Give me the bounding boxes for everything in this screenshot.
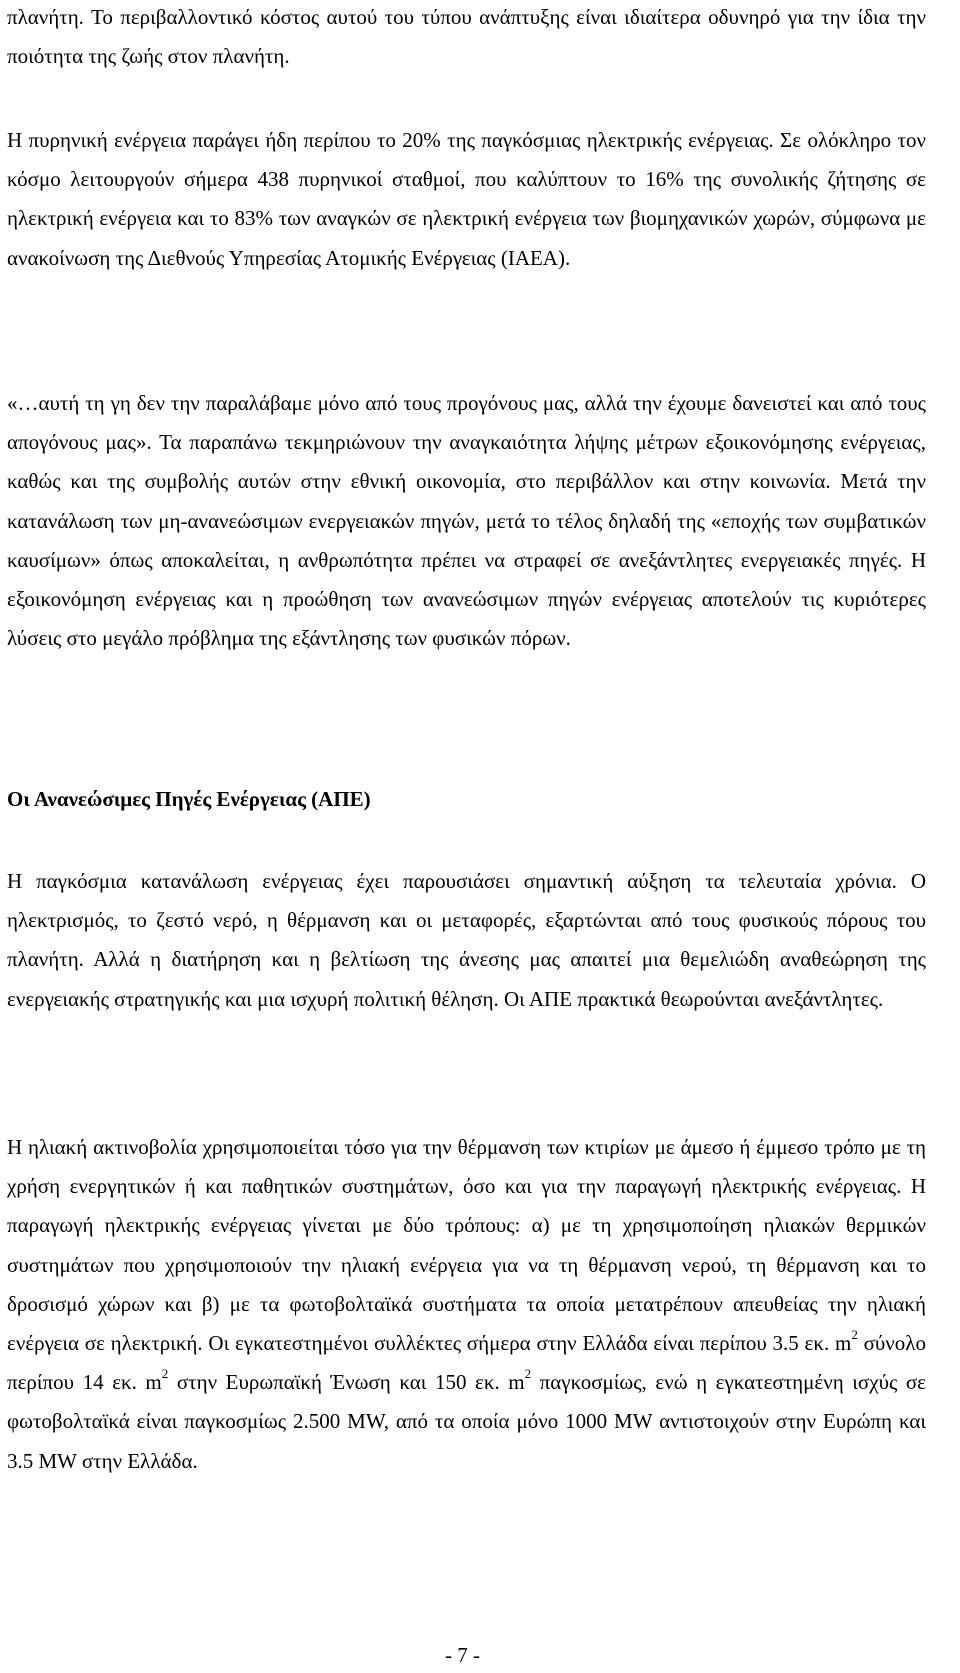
section-heading-renewables: Οι Ανανεώσιμες Πηγές Ενέργειας (ΑΠΕ)	[7, 787, 371, 811]
solar-text-part-4: παγκοσμίως, ενώ η εγκατεστημένη ισχύς σε φωτοβολταϊκά είναι παγκοσμίως 2.500 MW, από τα οποία μόνο 1000 MW αντιστοιχούν στην Ευρώπη και 3.5 MW στην Ελλάδα.	[7, 1370, 926, 1473]
page-footer	[7, 1643, 926, 1667]
solar-text-part-2: σύνολο περίπου 14 εκ. m	[7, 1331, 926, 1395]
page-number: - 7 -	[445, 1643, 480, 1667]
paragraph-energy-saving: «…αυτή τη γη δεν την παραλάβαμε μόνο από τους προγόνους μας, αλλά την έχουμε δανειστεί και από τους απογόνους μας». Τα παραπάνω τεκμηριώνουν την αναγκαιότητα λήψης μέτρων εξοικονόμησης ενέργειας, καθώς και της συμβολής αυτών στην εθνική οικονομία, στο περιβάλλον και στην κοινωνία. Μετά την κατανάλωση των μη-ανανεώσιμων ενεργειακών πηγών, μετά το τέλος δηλαδή της «εποχής των συμβατικών καυσίμων» όπως αποκαλείται, η ανθρωπότητα πρέπει να στραφεί σε ανεξάντλητες ενεργειακές πηγές. Η εξοικονόμηση ενέργειας και η προώθηση των ανανεώσιμων πηγών ενέργειας αποτελούν τις κυριότερες λύσεις στο μεγάλο πρόβλημα της εξάντλησης των φυσικών πόρων.	[7, 391, 926, 651]
superscript-2-a: 2	[851, 1327, 858, 1343]
paragraph-nuclear-energy: Η πυρηνική ενέργεια παράγει ήδη περίπου το 20% της παγκόσμιας ηλεκτρικής ενέργειας. Σε ολόκληρο τον κόσμο λειτουργούν σήμερα 438 πυρηνικοί σταθμοί, που καλύπτουν το 16% της συνολικής ζήτησης σε ηλεκτρική ενέργεια και το 83% των αναγκών σε ηλεκτρική ενέργεια των βιομηχανικών χωρών, σύμφωνα με ανακοίνωση της Διεθνούς Υπηρεσίας Ατομικής Ενέργειας (IAEA).	[7, 128, 926, 270]
paragraph-global-consumption: Η παγκόσμια κατανάλωση ενέργειας έχει παρουσιάσει σημαντική αύξηση τα τελευταία χρόνια. Ο ηλεκτρισμός, το ζεστό νερό, η θέρμανση και οι μεταφορές, εξαρτώνται από τους φυσικούς πόρους του πλανήτη. Αλλά η διατήρηση και η βελτίωση της άνεσης μας απαιτεί μια θεμελιώδη αναθεώρηση της ενεργειακής στρατηγικής και μια ισχυρή πολιτική θέληση. Οι ΑΠΕ πρακτικά θεωρούνται ανεξάντλητες.	[7, 869, 926, 1011]
superscript-2-c: 2	[524, 1366, 532, 1382]
paragraph-solar-energy	[7, 1128, 926, 1481]
paragraph-environmental-cost: πλανήτη. Το περιβαλλοντικό κόστος αυτού του τύπου ανάπτυξης είναι ιδιαίτερα οδυνηρό για την ίδια την ποιότητα της ζωής στον πλανήτη.	[7, 5, 926, 69]
superscript-2-b: 2	[161, 1366, 169, 1382]
solar-text-part-1: Η ηλιακή ακτινοβολία χρησιμοποιείται τόσο για την θέρμανση των κτιρίων με άμεσο ή έμμεσο τρόπο με τη χρήση ενεργητικών ή και παθητικών συστημάτων, όσο και για την παραγωγή ηλεκτρικής ενέργειας. Η παραγωγή ηλεκτρικής ενέργειας γίνεται με δύο τρόπους: α) με τη χρησιμοποίηση ηλιακών θερμικών συστημάτων που χρησιμοποιούν την ηλιακή ενέργεια για να τη θέρμανση νερού, τη θέρμανση και το δροσισμό χώρων και β) με τα φωτοβολταϊκά συστήματα τα οποία μετατρέπουν απευθείας την ηλιακή ενέργεια σε ηλεκτρική. Οι εγκατεστημένοι συλλέκτες σήμερα στην Ελλάδα είναι περίπου 3.5 εκ. m	[7, 1135, 926, 1356]
solar-text-part-3: στην Ευρωπαϊκή Ένωση και 150 εκ. m	[168, 1370, 525, 1395]
